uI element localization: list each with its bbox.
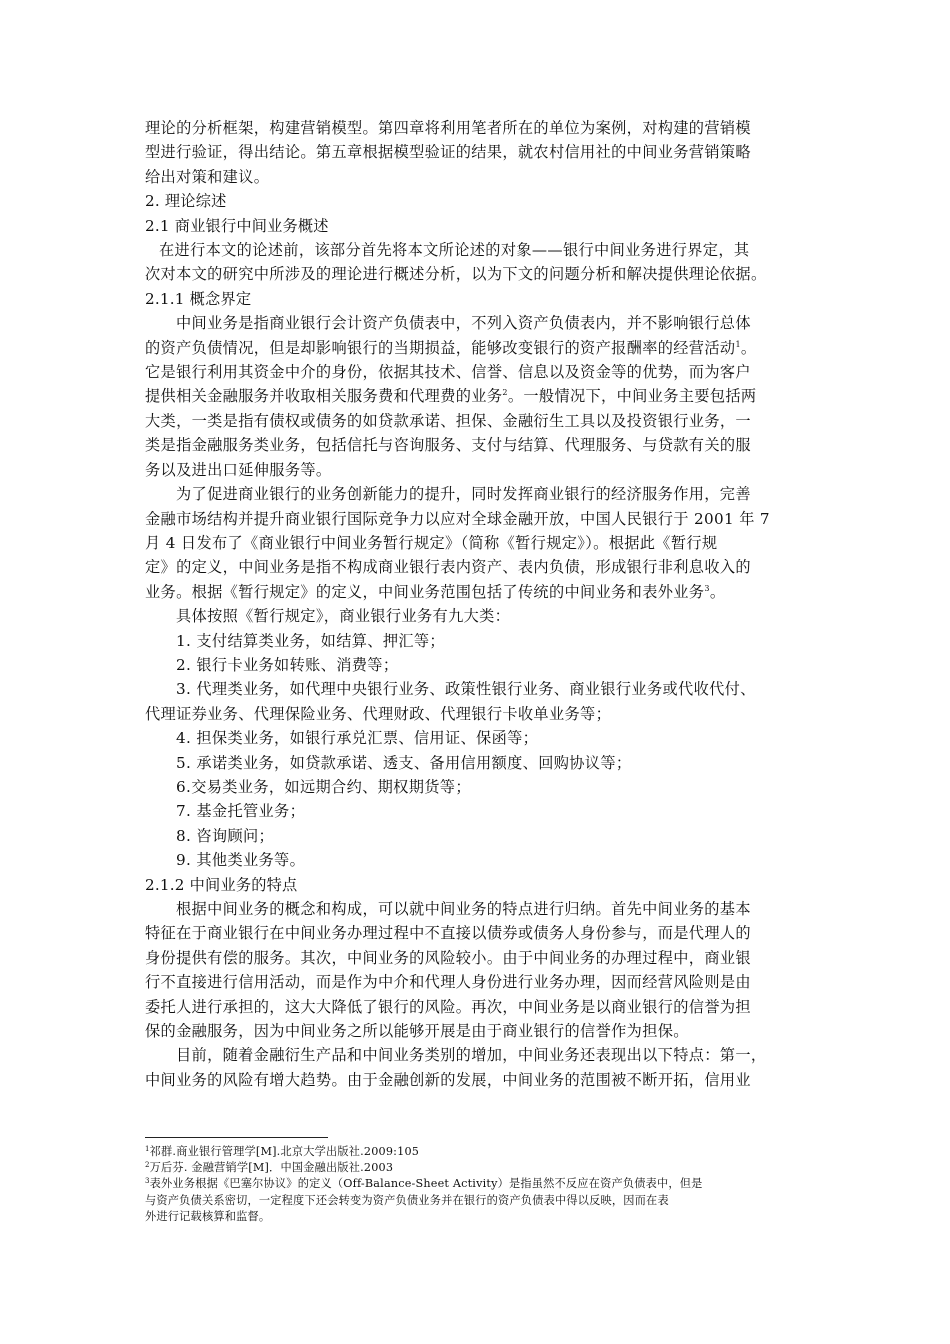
page-body <box>145 116 813 1092</box>
paragraph-line: 的资产负债情况，但是却影响银行的当期损益，能够改变银行的资产报酬率的经营活动$^1$。 <box>145 338 757 357</box>
paragraph-line: 次对本文的研究中所涉及的理论进行概述分析，以为下文的问题分析和解决提供理论依据。 <box>145 265 767 284</box>
heading-2-1: 2.1 商业银行中间业务概述 <box>145 216 329 235</box>
paragraph-line: 月 4 日发布了《商业银行中间业务暂行规定》（简称《暂行规定》）。根据此《暂行规 <box>145 533 718 552</box>
list-item: 8. 咨询顾问； <box>176 826 275 845</box>
paragraph-line: 在进行本文的论述前，该部分首先将本文所论述的对象——银行中间业务进行界定，其 <box>159 241 750 260</box>
footnote-3-line: 与资产负债关系密切，一定程度下还会转变为资产负债业务并在银行的资产负债表中得以反映，因而在表 <box>145 1193 669 1207</box>
paragraph-line: 具体按照《暂行规定》，商业银行业务有九大类： <box>176 607 511 626</box>
footnote-separator <box>145 1137 328 1138</box>
footnote-ref[interactable]: 2 <box>502 388 508 398</box>
heading-2: 2. 理论综述 <box>145 192 227 211</box>
paragraph-line: 它是银行利用其资金中介的身份，依据其技术、信誉、信息以及资金等的优势，而为客户 <box>145 363 751 382</box>
footnote-ref[interactable]: 3 <box>704 583 710 593</box>
list-item: 1. 支付结算类业务，如结算、押汇等； <box>176 631 445 650</box>
paragraph-line: 中间业务的风险有增大趋势。由于金融创新的发展，中间业务的范围被不断开拓，信用业 <box>145 1070 751 1089</box>
list-item: 9. 其他类业务等。 <box>176 851 306 870</box>
paragraph-line: 目前，随着金融衍生产品和中间业务类别的增加，中间业务还表现出以下特点：第一， <box>176 1046 767 1065</box>
paragraph-line: 定》的定义，中间业务是指不构成商业银行表内资产、表内负债，形成银行非利息收入的 <box>145 558 751 577</box>
list-item-continuation: 代理证券业务、代理保险业务、代理财政、代理银行卡收单业务等； <box>145 704 612 723</box>
footnote-1: $^1$祁群.商业银行管理学[M].北京大学出版社.2009:105 <box>145 1145 420 1158</box>
list-item: 5. 承诺类业务，如贷款承诺、透支、备用信用额度、回购协议等； <box>176 753 632 772</box>
paragraph-line: 业务。根据《暂行规定》的定义，中间业务范围包括了传统的中间业务和表外业务$^3$。 <box>145 582 726 601</box>
paragraph-line: 行不直接进行信用活动，而是作为中介和代理人身份进行业务办理，因而经营风险则是由 <box>145 973 751 992</box>
paragraph-line: 型进行验证，得出结论。第五章根据模型验证的结果，就农村信用社的中间业务营销策略 <box>145 143 751 162</box>
paragraph-line: 类是指金融服务类业务，包括信托与咨询服务、支付与结算、代理服务、与贷款有关的服 <box>145 436 751 455</box>
list-item: 6.交易类业务，如远期合约、期权期货等； <box>176 777 471 796</box>
paragraph-line: 身份提供有偿的服务。其次，中间业务的风险较小。由于中间业务的办理过程中，商业银 <box>145 948 751 967</box>
paragraph-line: 提供相关金融服务并收取相关服务费和代理费的业务$^2$。一般情况下，中间业务主要包括两 <box>145 387 757 406</box>
paragraph-line: 大类，一类是指有债权或债务的如贷款承诺、担保、金融衍生工具以及投资银行业务，一 <box>145 411 751 430</box>
footnote-ref[interactable]: 1 <box>735 339 741 349</box>
paragraph-line: 委托人进行承担的，这大大降低了银行的风险。再次，中间业务是以商业银行的信誉为担 <box>145 997 751 1016</box>
paragraph-line: 给出对策和建议。 <box>145 167 270 186</box>
paragraph-line: 为了促进商业银行的业务创新能力的提升，同时发挥商业银行的经济服务作用，完善 <box>176 485 751 504</box>
heading-2-1-2: 2.1.2 中间业务的特点 <box>145 875 298 894</box>
list-item: 4. 担保类业务，如银行承兑汇票、信用证、保函等； <box>176 729 539 748</box>
paragraph-line: 根据中间业务的概念和构成，可以就中间业务的特点进行归纳。首先中间业务的基本 <box>176 900 751 918</box>
footnote-2: $^2$万后芬. 金融营销学[M]．中国金融出版社.2003 <box>145 1161 394 1175</box>
paragraph-line: 理论的分析框架，构建营销模型。第四章将利用笔者所在的单位为案例，对构建的营销模 <box>145 119 751 137</box>
paragraph-line: 特征在于商业银行在中间业务办理过程中不直接以债券或债务人身份参与，而是代理人的 <box>145 924 751 943</box>
heading-2-1-1: 2.1.1 概念界定 <box>145 289 252 308</box>
list-item: 2. 银行卡业务如转账、消费等； <box>176 655 399 674</box>
footnote-3: $^3$表外业务根据《巴塞尔协议》的定义（Off-Balance-Sheet Activity）是指虽然不反应在资产负债表中，但是 <box>145 1177 703 1191</box>
list-item: 3. 代理类业务，如代理中央银行业务、政策性银行业务、商业银行业务或代收代付、 <box>176 680 756 699</box>
paragraph-line: 中间业务是指商业银行会计资产负债表中，不列入资产负债表内，并不影响银行总体 <box>176 314 751 333</box>
paragraph-line: 务以及进出口延伸服务等。 <box>145 460 332 479</box>
footnotes <box>145 1144 813 1225</box>
list-item: 7. 基金托管业务； <box>176 802 306 821</box>
paragraph-line: 保的金融服务，因为中间业务之所以能够开展是由于商业银行的信誉作为担保。 <box>145 1022 689 1041</box>
footnote-3-line: 外进行记载核算和监督。 <box>145 1209 271 1223</box>
paragraph-line: 金融市场结构并提升商业银行国际竞争力以应对全球金融开放，中国人民银行于 2001 年 7 <box>145 509 770 528</box>
